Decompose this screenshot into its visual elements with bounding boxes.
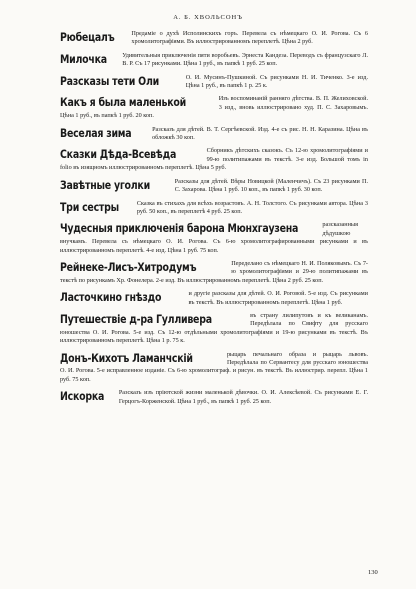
book-description: Сказка въ стихахъ для всѣхъ возрастовъ. А. Н. Толстого. Съ рисунками автора. Цѣна 3 руб. 50 коп., въ переплетѣ 4 руб. 25 коп. bbox=[136, 199, 368, 215]
book-description: Предаміе о духѣ Исполинскихъ горъ. Перевела съ нѣмецкаго О. И. Рогова. Съ 6 хромолитографіями. Въ иллюстрированномъ переплетѣ. Цѣна 2 руб. bbox=[131, 30, 368, 46]
book-description: разсказанныя дѣдушкою внучкамъ. Перевела съ нѣмецкаго О. И. Рогова. Съ 6-ю хромолитографированными рисунками и въ иллюстрированномъ переплетѣ. 4-е изд. Цѣна 1 руб. 75 коп. bbox=[60, 221, 368, 254]
book-title: Донъ-Кихотъ Ламанчскій bbox=[60, 350, 193, 365]
book-description: и другіе разсказы для дѣтей. О. И. Роговой. 5-е изд. Съ рисунками въ текстѣ. Въ иллюстрированномъ переплетѣ. Цѣна 1 руб. bbox=[188, 290, 368, 306]
catalog-entry bbox=[60, 260, 368, 285]
book-description: Сборникъ дѣтскихъ сказокъ. Съ 12-ю хромолитографіями и 99-ю политипажами въ текстѣ. 3-е изд. Большой томъ in folio въ изящномъ иллюстрированномъ переплетѣ. Цѣна 5 руб. bbox=[60, 147, 368, 172]
book-description: Изъ воспоминаній ранняго дѣтства. В. П. Желиховской. 3 изд., вновь иллюстрировано худ. П. С. Захаровымъ. Цѣна 1 руб., въ папкѣ 1 руб. 20 коп. bbox=[60, 95, 368, 120]
catalog-entry bbox=[60, 389, 368, 406]
book-title: Рейнеке-Лисъ-Хитродумъ bbox=[60, 259, 197, 274]
book-title: Разсказы тети Оли bbox=[60, 73, 159, 88]
book-title: Сказки Дѣда-Всевѣда bbox=[60, 147, 177, 162]
catalog-entry bbox=[60, 74, 368, 91]
catalog-entry bbox=[60, 147, 368, 172]
book-title: Какъ я была маленькой bbox=[60, 95, 187, 110]
book-description: Разсказъ для дѣтей. В. Т. Сергѣевской. Изд. 4-е съ рис. Н. Н. Каразина. Цѣна въ обложкѣ 30 коп. bbox=[152, 125, 368, 142]
page-number: 130 bbox=[368, 569, 378, 576]
catalog-entry bbox=[60, 178, 368, 195]
catalog-entry bbox=[60, 52, 368, 69]
book-description: Удивительныя приключенія пяти воробьевъ. Эрнеста Кандеза. Переводъ съ французскаго Л. В. Р. Съ 17 рисунками. Цѣна 1 руб., въ папкѣ 1 руб. 25 коп. bbox=[122, 51, 368, 68]
book-title: Путешествіе д-ра Гулливера bbox=[60, 311, 212, 326]
book-title: Три сестры bbox=[60, 199, 119, 214]
catalog-entry bbox=[60, 351, 368, 385]
book-description: въ страну лилипутовъ и къ великанамъ. Передѣлала по Свифту для русскаго юношества О. И. Рогова. 5-е изд. Съ 12-ю отдѣльными хромолитографіями и 19-ю рисунками въ текстѣ. Въ иллюстрированномъ переплетѣ. Цѣна 1 р. 75 к. bbox=[60, 311, 368, 345]
catalog-entry bbox=[60, 30, 368, 47]
book-title: Чудесныя приключенія барона Мюнхгаузена bbox=[60, 221, 299, 236]
book-description: О. И. Мусинъ-Пушкиной. Съ рисунками Н. И. Тиченко. 3-е изд. Цѣна 1 руб., въ папкѣ 1 р. 25 к. bbox=[185, 73, 368, 90]
book-title: Рюбецалъ bbox=[60, 30, 115, 44]
book-description: Разсказъ изъ пріютской жизни маленькой дѣвочки. О. И. Алексѣевой. Съ рисунками Е. Г. Герцогъ-Корженской. Цѣна 1 руб., въ папкѣ 1 руб. 25 коп. bbox=[118, 389, 368, 405]
catalog-entry bbox=[60, 290, 368, 307]
running-header: А. Б. ХВОЛЬСОНЪ bbox=[173, 14, 243, 21]
book-description: Переделано съ нѣмецкаго Н. И. Поляковымъ. Съ 7-ю хромолитографіями и 29-ю политипажами въ текстѣ по рисункамъ Хр. Фонелера. 2-е изд. Въ иллюстрированномъ переплетѣ. Цѣна 2 руб. 25 коп. bbox=[60, 259, 368, 284]
book-title: Искорка bbox=[60, 389, 105, 404]
book-title: Завѣтные уголки bbox=[60, 177, 150, 192]
book-description: рыцарь печальнаго образа и рыцарь львовъ. Передѣлала по Сервантесу для русскаго юношества О. И. Рогова. 5-е исправленное изданіе. Съ 6-ю хромолитограф. и рисун. въ текстѣ. Въ иллюстрир. перепл. Цѣна 1 руб. 75 коп. bbox=[60, 350, 368, 383]
book-title: Веселая зима bbox=[60, 125, 132, 140]
book-title: Ласточкино гнѣздо bbox=[60, 290, 162, 305]
catalog-entry bbox=[60, 221, 368, 255]
catalog-entry bbox=[60, 95, 368, 120]
book-title: Милочка bbox=[60, 51, 107, 66]
catalog-entries bbox=[60, 30, 368, 411]
catalog-entry bbox=[60, 200, 368, 217]
catalog-entry bbox=[60, 312, 368, 346]
catalog-entry bbox=[60, 126, 368, 143]
book-description: Разсказы для дѣтей. Вѣры Новицкой (Маленчичъ). Съ 23 рисунками П. С. Захарова. Цѣна 1 руб. 10 коп., въ папкѣ 1 руб. 30 коп. bbox=[174, 177, 368, 194]
